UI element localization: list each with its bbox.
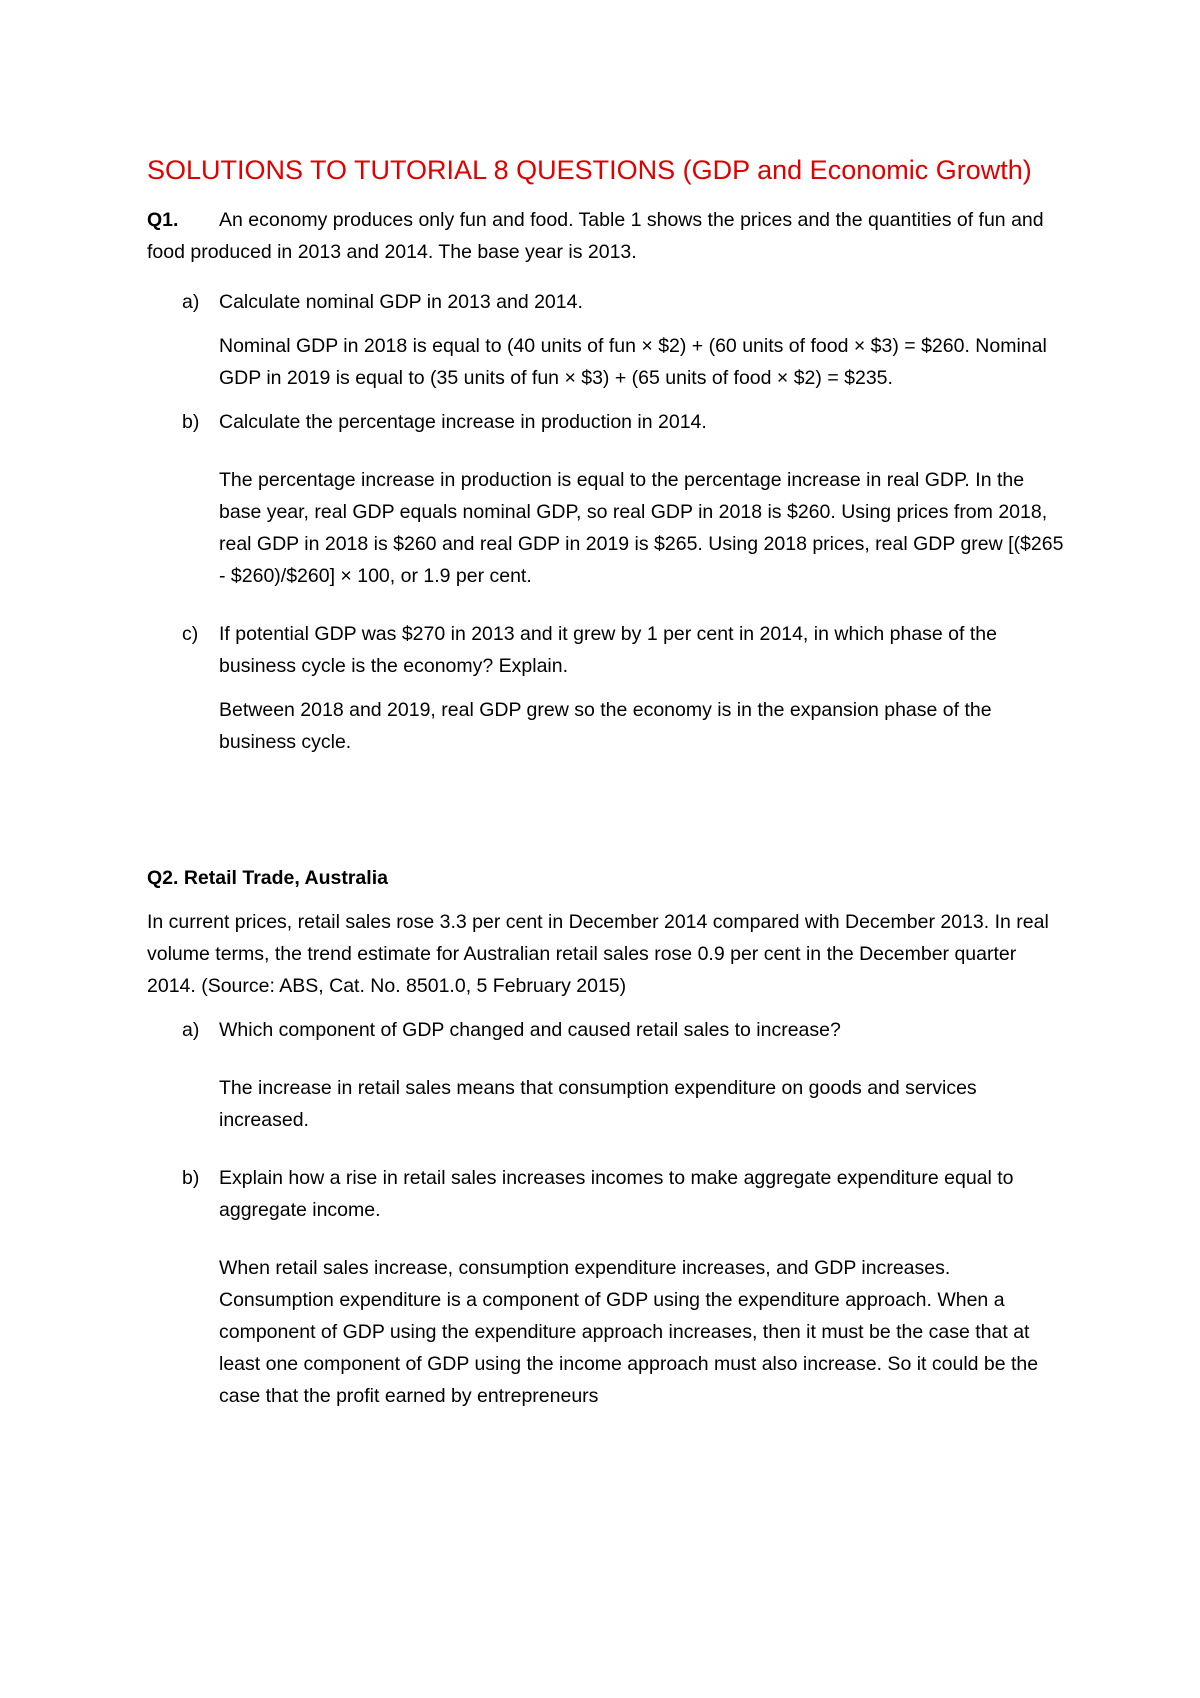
q2a-answer: The increase in retail sales means that consumption expenditure on goods and services increased. [219,1077,977,1131]
q2-intro: In current prices, retail sales rose 3.3 per cent in December 2014 compared with December 2013. In real volume terms, the trend estimate for Australian retail sales rose 0.9 per cent in the December quarter 2014. (Source: ABS, Cat. No. 8501.0, 5 February 2015) [147,911,1049,997]
q2a-question-text: Which component of GDP changed and caused retail sales to increase? [219,1019,841,1041]
q2b-question-text: Explain how a rise in retail sales increases incomes to make aggregate expenditure equal to aggregate income. [219,1167,1014,1221]
q2a-question [147,1014,1067,1046]
q1c-answer: Between 2018 and 2019, real GDP grew so the economy is in the expansion phase of the business cycle. [219,699,992,753]
q1a-question [147,286,1067,318]
q1c-question-text: If potential GDP was $270 in 2013 and it grew by 1 per cent in 2014, in which phase of the business cycle is the economy? Explain. [219,623,997,677]
q1a-question-text: Calculate nominal GDP in 2013 and 2014. [219,291,583,313]
q2b-question [147,1162,1067,1226]
q1a-answer: Nominal GDP in 2018 is equal to (40 units of fun × $2) + (60 units of food × $3) = $260. Nominal GDP in 2019 is equal to (35 units of fun × $3) + (65 units of food × $2) = $235. [219,335,1047,389]
q2a-marker: a) [182,1019,200,1041]
q1c-marker: c) [182,623,199,645]
q1b-question-text: Calculate the percentage increase in production in 2014. [219,411,707,433]
q1b-answer: The percentage increase in production is equal to the percentage increase in real GDP. In the base year, real GDP equals nominal GDP, so real GDP in 2018 is $260. Using prices from 2018, real GDP in 2018 is $260 and real GDP in 2019 is $265. Using 2018 prices, real GDP grew [($265 - $260)/$260] × 100, or 1.9 per cent. [219,469,1064,587]
q1b-marker: b) [182,411,200,433]
q1-intro [147,204,1067,268]
q2b-answer: When retail sales increase, consumption expenditure increases, and GDP increases. Consumption expenditure is a component of GDP using the expenditure approach. When a component of GDP using the expenditure approach increases, then it must be the case that at least one component of GDP using the income approach must also increase. So it could be the case that the profit earned by entrepreneurs [219,1257,1039,1407]
q2-heading: Q2. Retail Trade, Australia [147,867,388,889]
q1b-question [147,406,1067,438]
q1a-marker: a) [182,291,200,313]
q2b-marker: b) [182,1167,200,1189]
q1-intro-text: An economy produces only fun and food. Table 1 shows the prices and the quantities of fun and food produced in 2013 and 2014. The base year is 2013. [147,209,1044,263]
document-title: SOLUTIONS TO TUTORIAL 8 QUESTIONS (GDP and Economic Growth) [147,155,1032,185]
document-page [147,150,1067,1412]
q1-label: Q1. [147,209,179,231]
q1c-question [147,618,1067,682]
